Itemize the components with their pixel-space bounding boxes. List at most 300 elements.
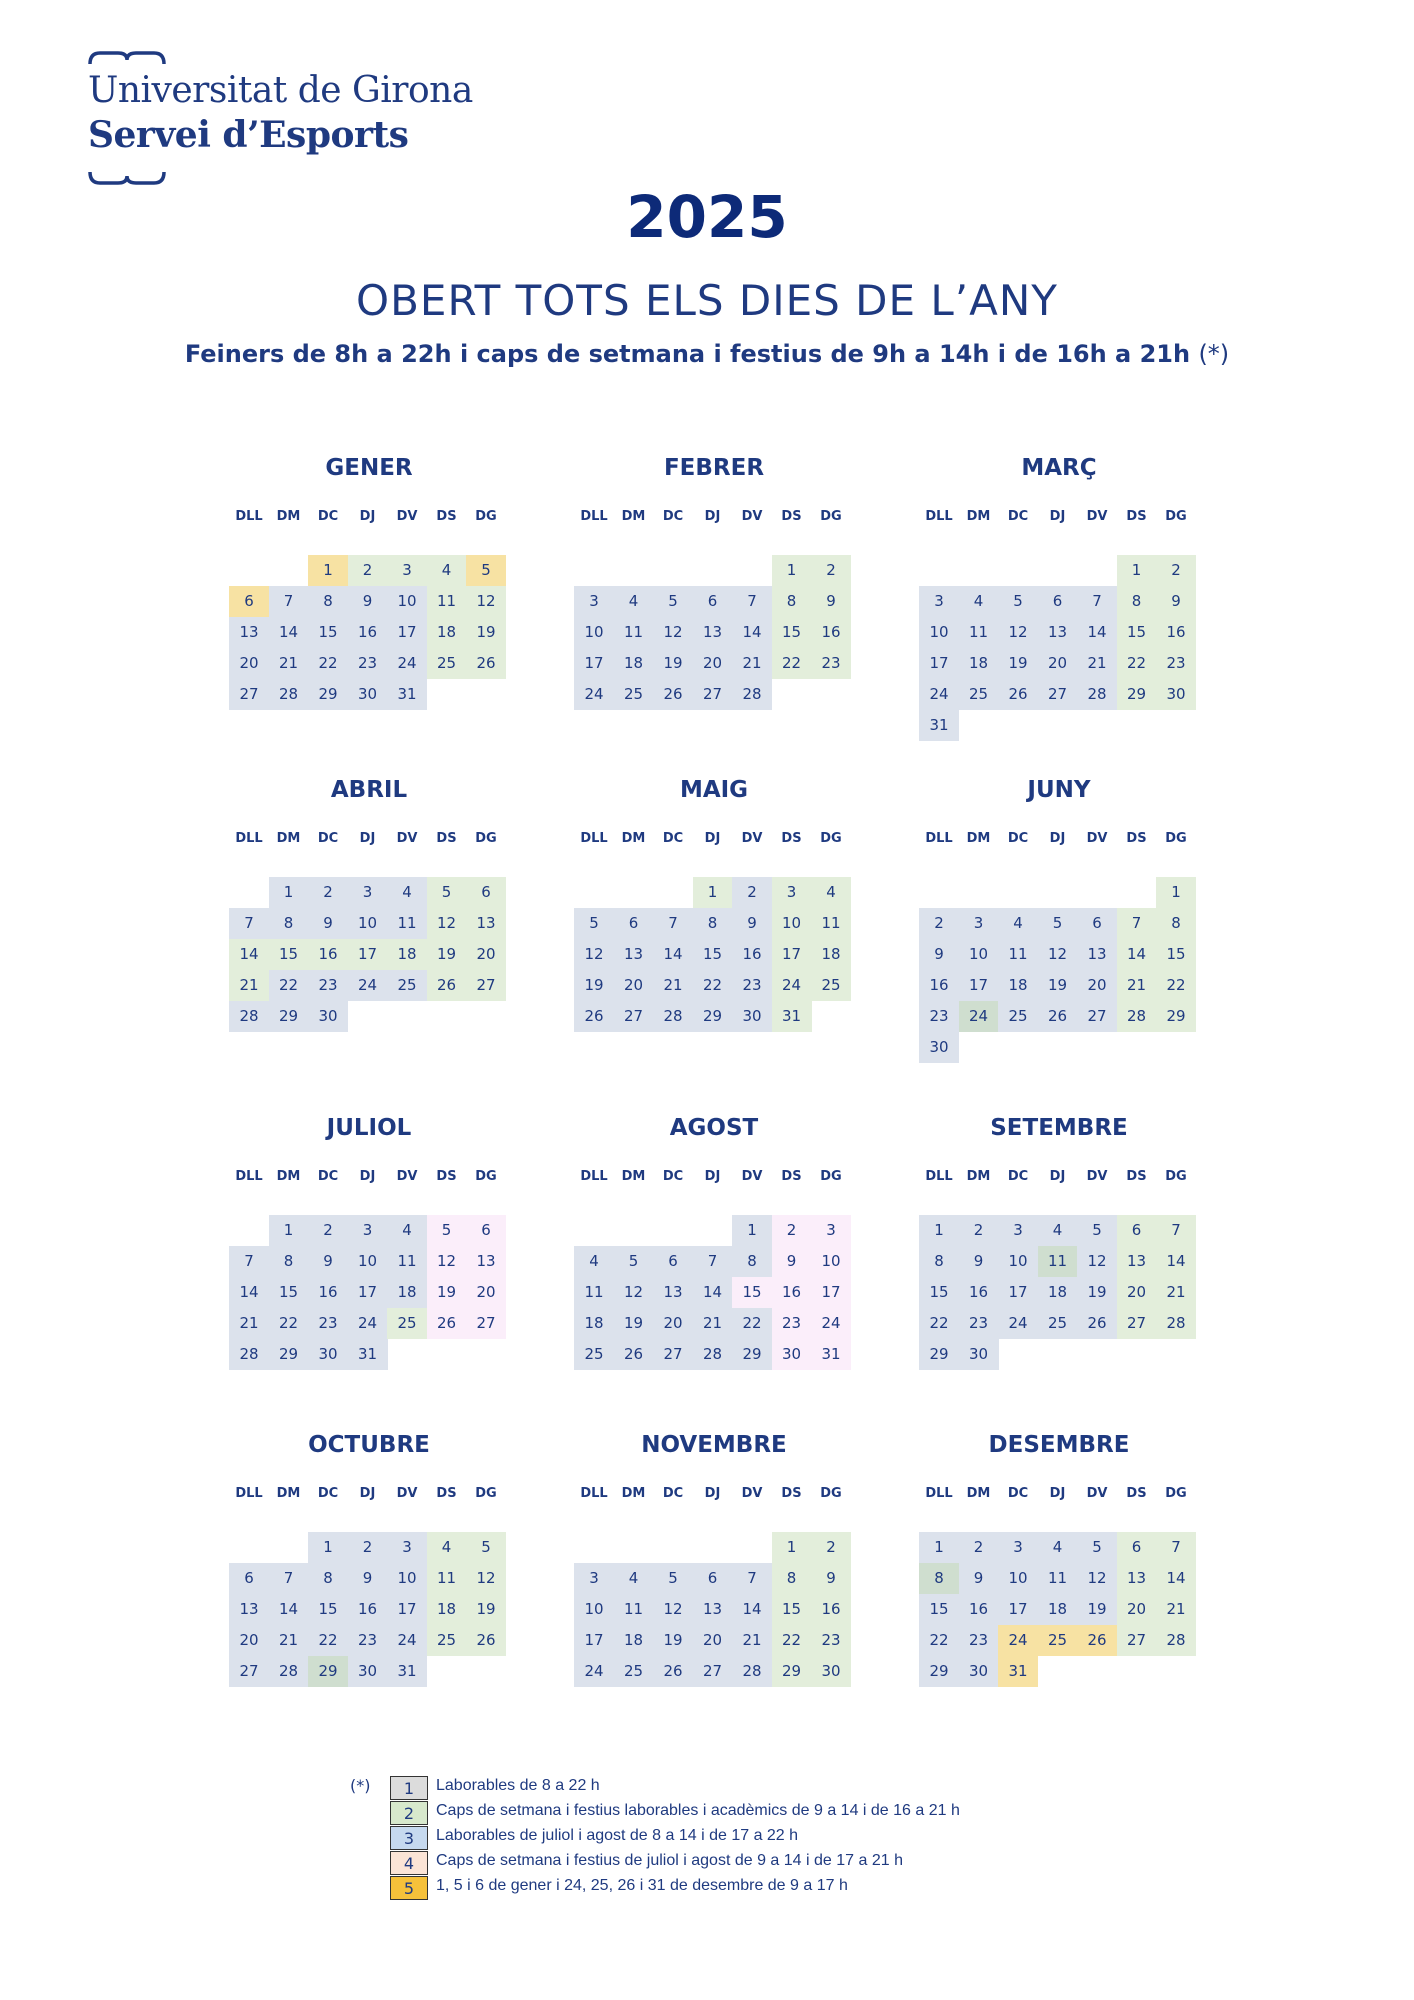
day-cell: 20 (1117, 1594, 1157, 1625)
day-cell: 25 (387, 1308, 427, 1339)
day-cell: 16 (959, 1277, 999, 1308)
day-cell: 11 (427, 1563, 467, 1594)
weekday-label: DJ (1049, 831, 1066, 846)
weekday-label: DJ (1049, 1486, 1066, 1501)
day-cell: 25 (427, 1625, 467, 1656)
day-cell: 24 (998, 1625, 1038, 1656)
month-title: DESEMBRE (988, 1432, 1130, 1458)
weekday-label: DLL (925, 509, 953, 524)
weekday-label: DC (662, 1486, 684, 1501)
legend-swatch: 1 (390, 1776, 428, 1800)
legend-label: Laborables de juliol i agost de 8 a 14 i de 17 a 22 h (436, 1827, 799, 1844)
day-cell: 13 (466, 908, 506, 939)
day-cell: 3 (998, 1215, 1038, 1246)
weekday-label: DC (1007, 831, 1029, 846)
day-cell: 25 (1038, 1308, 1078, 1339)
day-cell: 13 (1077, 939, 1117, 970)
day-cell: 7 (653, 908, 693, 939)
day-cell: 8 (693, 908, 733, 939)
month-març (919, 455, 1199, 775)
day-cell: 7 (269, 1563, 309, 1594)
day-cell: 9 (811, 586, 851, 617)
weekday-label: DM (966, 1169, 991, 1184)
weekday-label: DJ (1049, 509, 1066, 524)
day-cell: 9 (732, 908, 772, 939)
legend-item (390, 1826, 1050, 1852)
day-cell: 7 (1156, 1215, 1196, 1246)
day-cell: 16 (308, 939, 348, 970)
day-cell: 26 (574, 1001, 614, 1032)
day-cell: 5 (427, 1215, 467, 1246)
day-cell: 29 (772, 1656, 812, 1687)
day-cell: 12 (653, 1594, 693, 1625)
day-cell: 2 (348, 555, 388, 586)
weekday-label: DLL (235, 1169, 263, 1184)
day-cell: 21 (229, 1308, 269, 1339)
day-cell: 26 (653, 1656, 693, 1687)
weekday-label: DS (1126, 509, 1147, 524)
day-cell: 8 (919, 1563, 959, 1594)
day-cell: 22 (269, 970, 309, 1001)
day-cell: 9 (308, 908, 348, 939)
day-cell: 28 (653, 1001, 693, 1032)
day-cell: 22 (732, 1308, 772, 1339)
day-cell: 3 (387, 555, 427, 586)
day-cell: 19 (1077, 1594, 1117, 1625)
day-cell: 26 (427, 1308, 467, 1339)
weekday-label: DLL (580, 1169, 608, 1184)
weekday-header (229, 831, 509, 851)
day-cell: 13 (229, 1594, 269, 1625)
day-cell: 13 (1117, 1563, 1157, 1594)
weekday-label: DC (662, 509, 684, 524)
legend-label: Caps de setmana i festius de juliol i agost de 9 a 14 i de 17 a 21 h (436, 1852, 903, 1869)
day-cell: 4 (998, 908, 1038, 939)
weekday-label: DC (662, 1169, 684, 1184)
day-cell: 28 (732, 679, 772, 710)
day-cell: 12 (427, 1246, 467, 1277)
day-cell: 3 (348, 877, 388, 908)
weekday-header (574, 1169, 854, 1189)
day-cell: 19 (653, 648, 693, 679)
day-cell: 18 (614, 648, 654, 679)
logo-bracket-top (88, 50, 166, 66)
day-cell: 5 (1077, 1215, 1117, 1246)
day-cell: 11 (1038, 1246, 1078, 1277)
day-cell: 10 (998, 1563, 1038, 1594)
day-cell: 12 (614, 1277, 654, 1308)
day-cell: 25 (998, 1001, 1038, 1032)
weekday-label: DM (276, 1486, 301, 1501)
day-cell: 10 (959, 939, 999, 970)
weekday-label: DJ (704, 509, 721, 524)
day-cell: 17 (998, 1594, 1038, 1625)
day-cell: 17 (959, 970, 999, 1001)
day-cell: 24 (998, 1308, 1038, 1339)
day-cell: 7 (732, 1563, 772, 1594)
day-cell: 31 (919, 710, 959, 741)
day-cell: 24 (387, 1625, 427, 1656)
month-desembre (919, 1432, 1199, 1752)
day-cell: 27 (1038, 679, 1078, 710)
day-cell: 26 (1077, 1308, 1117, 1339)
day-cell: 22 (693, 970, 733, 1001)
day-cell: 13 (614, 939, 654, 970)
day-cell: 19 (614, 1308, 654, 1339)
day-cell: 4 (427, 1532, 467, 1563)
day-cell: 4 (614, 586, 654, 617)
weekday-label: DG (1165, 831, 1187, 846)
day-cell: 23 (308, 1308, 348, 1339)
day-cell: 31 (348, 1339, 388, 1370)
day-cell: 6 (229, 1563, 269, 1594)
weekday-label: DLL (925, 1169, 953, 1184)
weekday-label: DLL (925, 831, 953, 846)
weekday-header (229, 1486, 509, 1506)
weekday-label: DG (1165, 509, 1187, 524)
weekday-header (919, 1486, 1199, 1506)
weekday-label: DLL (235, 509, 263, 524)
day-cell: 1 (308, 1532, 348, 1563)
day-cell: 6 (466, 1215, 506, 1246)
day-cell: 29 (308, 1656, 348, 1687)
weekday-label: DG (475, 831, 497, 846)
day-cell: 28 (693, 1339, 733, 1370)
day-cell: 26 (614, 1339, 654, 1370)
weekday-header (574, 831, 854, 851)
day-cell: 13 (693, 1594, 733, 1625)
weekday-label: DS (436, 509, 457, 524)
weekday-label: DS (1126, 1486, 1147, 1501)
day-cell: 22 (1156, 970, 1196, 1001)
weekday-label: DV (1086, 509, 1108, 524)
weekday-label: DLL (580, 1486, 608, 1501)
opening-hours-note: (*) (1198, 340, 1230, 368)
weekday-label: DS (781, 1169, 802, 1184)
day-cell: 17 (574, 648, 614, 679)
day-cell: 16 (308, 1277, 348, 1308)
day-cell: 22 (308, 648, 348, 679)
day-cell: 18 (427, 1594, 467, 1625)
day-cell: 1 (732, 1215, 772, 1246)
day-cell: 18 (998, 970, 1038, 1001)
weekday-label: DM (621, 1169, 646, 1184)
day-cell: 6 (229, 586, 269, 617)
day-cell: 4 (959, 586, 999, 617)
day-cell: 18 (959, 648, 999, 679)
day-cell: 15 (919, 1594, 959, 1625)
day-cell: 25 (427, 648, 467, 679)
day-cell: 26 (653, 679, 693, 710)
weekday-label: DLL (235, 831, 263, 846)
day-cell: 9 (959, 1246, 999, 1277)
day-cell: 6 (1117, 1532, 1157, 1563)
day-cell: 18 (1038, 1594, 1078, 1625)
day-cell: 30 (1156, 679, 1196, 710)
day-cell: 3 (772, 877, 812, 908)
day-cell: 31 (811, 1339, 851, 1370)
day-cell: 2 (308, 877, 348, 908)
day-cell: 11 (614, 1594, 654, 1625)
day-cell: 14 (1156, 1246, 1196, 1277)
legend-item (390, 1801, 1050, 1827)
weekday-label: DJ (704, 831, 721, 846)
day-cell: 17 (811, 1277, 851, 1308)
day-cell: 21 (229, 970, 269, 1001)
day-cell: 15 (693, 939, 733, 970)
day-cell: 15 (732, 1277, 772, 1308)
day-cell: 19 (574, 970, 614, 1001)
day-cell: 13 (653, 1277, 693, 1308)
day-cell: 14 (693, 1277, 733, 1308)
weekday-label: DJ (359, 1169, 376, 1184)
day-cell: 26 (1038, 1001, 1078, 1032)
weekday-header (919, 509, 1199, 529)
weekday-label: DM (966, 1486, 991, 1501)
day-cell: 23 (348, 648, 388, 679)
legend (350, 1776, 1050, 1916)
legend-item (390, 1776, 1050, 1802)
day-cell: 2 (348, 1532, 388, 1563)
day-cell: 26 (998, 679, 1038, 710)
day-cell: 27 (1077, 1001, 1117, 1032)
legend-item (390, 1851, 1050, 1877)
day-cell: 9 (308, 1246, 348, 1277)
day-cell: 21 (269, 1625, 309, 1656)
day-cell: 1 (269, 877, 309, 908)
day-cell: 2 (959, 1215, 999, 1246)
day-cell: 26 (466, 1625, 506, 1656)
day-cell: 5 (466, 555, 506, 586)
day-cell: 24 (574, 1656, 614, 1687)
day-cell: 9 (1156, 586, 1196, 617)
weekday-header (919, 1169, 1199, 1189)
day-cell: 12 (998, 617, 1038, 648)
day-cell: 10 (348, 908, 388, 939)
legend-swatch: 3 (390, 1826, 428, 1850)
day-cell: 30 (919, 1032, 959, 1063)
logo (88, 50, 473, 190)
day-cell: 23 (348, 1625, 388, 1656)
day-cell: 12 (1038, 939, 1078, 970)
day-cell: 29 (919, 1339, 959, 1370)
month-abril (229, 777, 509, 1097)
day-cell: 1 (693, 877, 733, 908)
day-cell: 21 (732, 1625, 772, 1656)
day-cell: 22 (919, 1625, 959, 1656)
day-cell: 22 (772, 1625, 812, 1656)
day-cell: 5 (614, 1246, 654, 1277)
day-cell: 4 (1038, 1215, 1078, 1246)
day-cell: 12 (466, 1563, 506, 1594)
weekday-label: DLL (580, 831, 608, 846)
day-cell: 24 (919, 679, 959, 710)
day-cell: 17 (772, 939, 812, 970)
day-cell: 7 (1117, 908, 1157, 939)
day-cell: 2 (811, 555, 851, 586)
day-cell: 4 (614, 1563, 654, 1594)
day-cell: 23 (772, 1308, 812, 1339)
day-cell: 15 (772, 1594, 812, 1625)
day-cell: 3 (348, 1215, 388, 1246)
day-cell: 30 (732, 1001, 772, 1032)
day-cell: 29 (693, 1001, 733, 1032)
month-febrer (574, 455, 854, 775)
day-cell: 25 (959, 679, 999, 710)
day-cell: 8 (772, 586, 812, 617)
weekday-label: DJ (704, 1169, 721, 1184)
weekday-label: DC (1007, 1486, 1029, 1501)
day-cell: 29 (732, 1339, 772, 1370)
day-cell: 30 (959, 1656, 999, 1687)
day-cell: 27 (693, 1656, 733, 1687)
day-cell: 8 (919, 1246, 959, 1277)
day-cell: 15 (1156, 939, 1196, 970)
day-cell: 28 (229, 1001, 269, 1032)
subtitle: OBERT TOTS ELS DIES DE L’ANY (356, 276, 1058, 325)
logo-service: Servei d’Esports (88, 114, 409, 156)
day-cell: 11 (574, 1277, 614, 1308)
day-cell: 24 (574, 679, 614, 710)
day-cell: 16 (772, 1277, 812, 1308)
day-cell: 1 (1156, 877, 1196, 908)
day-cell: 30 (348, 679, 388, 710)
day-cell: 17 (919, 648, 959, 679)
day-cell: 1 (919, 1215, 959, 1246)
weekday-label: DM (621, 1486, 646, 1501)
day-cell: 11 (959, 617, 999, 648)
day-cell: 2 (919, 908, 959, 939)
opening-hours-text: Feiners de 8h a 22h i caps de setmana i festius de 9h a 14h i de 16h a 21h (184, 340, 1191, 368)
day-cell: 7 (229, 908, 269, 939)
day-cell: 21 (653, 970, 693, 1001)
weekday-label: DJ (704, 1486, 721, 1501)
month-title: NOVEMBRE (641, 1432, 787, 1458)
month-title: ABRIL (330, 777, 408, 803)
day-cell: 27 (1117, 1625, 1157, 1656)
day-cell: 5 (427, 877, 467, 908)
day-cell: 23 (959, 1625, 999, 1656)
day-cell: 21 (1077, 648, 1117, 679)
day-cell: 18 (387, 939, 427, 970)
day-cell: 11 (387, 1246, 427, 1277)
legend-swatch: 4 (390, 1851, 428, 1875)
day-cell: 17 (348, 939, 388, 970)
day-cell: 26 (466, 648, 506, 679)
day-cell: 13 (1117, 1246, 1157, 1277)
day-cell: 9 (959, 1563, 999, 1594)
day-cell: 22 (772, 648, 812, 679)
day-cell: 21 (693, 1308, 733, 1339)
day-cell: 30 (959, 1339, 999, 1370)
day-cell: 7 (269, 586, 309, 617)
day-cell: 4 (387, 1215, 427, 1246)
day-cell: 5 (1038, 908, 1078, 939)
day-cell: 28 (1117, 1001, 1157, 1032)
day-cell: 1 (269, 1215, 309, 1246)
month-title: FEBRER (663, 455, 765, 481)
weekday-label: DG (820, 509, 842, 524)
day-cell: 3 (919, 586, 959, 617)
day-cell: 27 (466, 1308, 506, 1339)
day-cell: 9 (919, 939, 959, 970)
weekday-label: DS (436, 1169, 457, 1184)
day-cell: 6 (1077, 908, 1117, 939)
day-cell: 22 (1117, 648, 1157, 679)
day-cell: 19 (653, 1625, 693, 1656)
weekday-label: DS (781, 831, 802, 846)
day-cell: 17 (574, 1625, 614, 1656)
day-cell: 4 (387, 877, 427, 908)
day-cell: 17 (998, 1277, 1038, 1308)
day-cell: 10 (387, 1563, 427, 1594)
day-cell: 29 (269, 1001, 309, 1032)
day-cell: 23 (308, 970, 348, 1001)
day-cell: 6 (693, 586, 733, 617)
day-cell: 23 (959, 1308, 999, 1339)
day-cell: 31 (387, 1656, 427, 1687)
weekday-label: DM (621, 831, 646, 846)
day-cell: 24 (811, 1308, 851, 1339)
month-title: JULIOL (326, 1115, 412, 1141)
day-cell: 20 (693, 1625, 733, 1656)
day-cell: 28 (269, 679, 309, 710)
weekday-label: DG (820, 831, 842, 846)
month-title: GENER (325, 455, 413, 481)
month-title: MAIG (679, 777, 749, 803)
day-cell: 4 (811, 877, 851, 908)
weekday-label: DG (1165, 1169, 1187, 1184)
day-cell: 14 (1077, 617, 1117, 648)
day-cell: 7 (693, 1246, 733, 1277)
day-cell: 11 (387, 908, 427, 939)
logo-university: Universitat de Girona (88, 70, 473, 111)
day-cell: 8 (772, 1563, 812, 1594)
day-cell: 13 (466, 1246, 506, 1277)
day-cell: 24 (348, 1308, 388, 1339)
day-cell: 27 (693, 679, 733, 710)
day-cell: 5 (653, 586, 693, 617)
month-title: JUNY (1027, 777, 1091, 803)
month-agost (574, 1115, 854, 1435)
day-cell: 24 (772, 970, 812, 1001)
day-cell: 10 (574, 1594, 614, 1625)
weekday-label: DC (317, 1486, 339, 1501)
day-cell: 6 (693, 1563, 733, 1594)
weekday-label: DV (396, 1486, 418, 1501)
day-cell: 27 (614, 1001, 654, 1032)
day-cell: 20 (466, 939, 506, 970)
day-cell: 12 (427, 908, 467, 939)
day-cell: 2 (811, 1532, 851, 1563)
day-cell: 11 (998, 939, 1038, 970)
month-title: SETEMBRE (990, 1115, 1128, 1141)
day-cell: 10 (387, 586, 427, 617)
month-juny (919, 777, 1199, 1097)
day-cell: 9 (811, 1563, 851, 1594)
legend-swatch: 5 (390, 1876, 428, 1900)
day-cell: 15 (308, 617, 348, 648)
day-cell: 16 (348, 617, 388, 648)
weekday-label: DLL (235, 1486, 263, 1501)
weekday-label: DV (741, 509, 763, 524)
weekday-label: DG (475, 1486, 497, 1501)
day-cell: 23 (732, 970, 772, 1001)
day-cell: 24 (959, 1001, 999, 1032)
day-cell: 1 (772, 555, 812, 586)
day-cell: 15 (919, 1277, 959, 1308)
weekday-label: DJ (359, 831, 376, 846)
